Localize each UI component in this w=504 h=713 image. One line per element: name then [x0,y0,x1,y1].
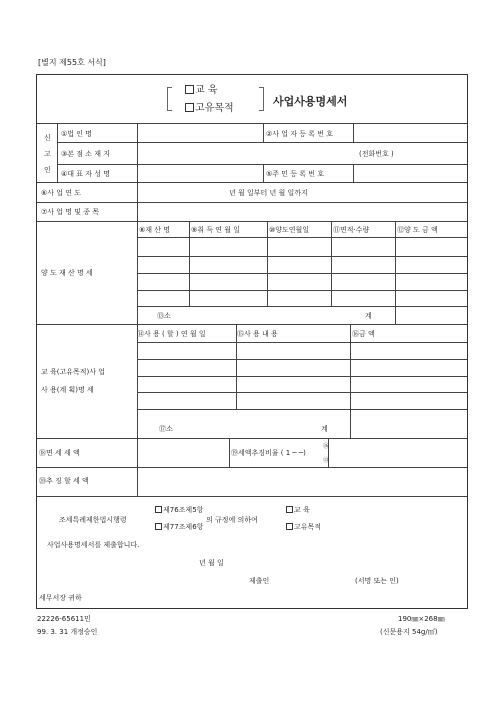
rule [137,273,467,274]
rule [331,221,332,306]
purpose-option-own: 고유목적 [286,522,321,532]
title-option-own-purpose: 고유목적 [185,99,234,114]
rule [37,324,467,325]
business-year-label: ⑥사 업 연 도 [41,189,81,197]
rule [395,221,396,324]
transfer-header-asset: ⑧재 산 명 [139,226,171,234]
rule [353,123,354,142]
footer-size: 190㎜×268㎜ [398,615,445,623]
signature-label: (서명 또는 인) [355,577,399,585]
rule [57,164,467,165]
law-prefix: 조세특례제한법시행령 [59,516,127,524]
transfer-header-area: ⑪면적·수량 [333,226,370,234]
rule [137,256,467,257]
tax-exempt-label: ⑱면 세 세 액 [39,449,80,457]
rule [353,164,354,182]
usage-section-label-2: 사 용(계 획)명 세 [41,386,94,394]
corp-name-label: ①법 인 명 [61,130,93,138]
applicant-label-3: 인 [44,166,51,174]
rule [263,164,264,182]
rule [137,306,467,307]
business-year-value: 년 월 일부터 년 월 일까지 [229,189,308,197]
checkbox-icon[interactable] [155,523,162,530]
rule [37,123,467,124]
transfer-header-amount: ⑫양 도 금 액 [397,226,438,234]
article-option-1: 제76조제5항 [155,505,203,515]
title-bracket-left [167,87,172,111]
tax-collect-label: ⑳추 징 할 세 액 [39,477,89,485]
form-title: 사업사용명세서 [273,95,348,108]
rule [137,409,467,410]
tax-rate-label: ⑲세액추징비율 ( 1 ─ ─) [231,449,306,457]
usage-subtotal-label: ⑰소 [159,425,173,433]
business-type-label: ⑦사 업 명 및 종 목 [41,208,99,216]
rule [37,467,467,468]
footer-paper: (신문용지 54g/㎡) [380,628,438,636]
checkbox-icon[interactable] [185,85,194,94]
transfer-header-transfer-date: ⑩양도연월일 [269,226,310,234]
checkbox-icon[interactable] [155,506,162,513]
title-option-education: 교 육 [185,81,218,96]
footer-approval: 99. 3. 31 개정승인 [37,628,98,636]
transfer-section-label: 양 도 재 산 명 세 [41,269,93,277]
phone-label: (전화번호 ) [359,150,394,158]
rule [137,290,467,291]
usage-header-content: ⑮사 용 내 용 [237,330,278,338]
head-office-label: ③본 점 소 재 지 [61,150,110,158]
checkbox-icon[interactable] [286,523,293,530]
regulation-text: 의 규정에 의하여 [206,516,258,524]
checkbox-icon[interactable] [185,103,194,112]
applicant-label-2: 고 [44,150,51,158]
rule [137,359,467,360]
transfer-total-label: 계 [365,312,372,320]
usage-section-label-1: 교 육(고유목적)사 업 [41,368,106,376]
footer-code: 22226-65611민 [37,615,91,623]
rule [137,123,138,496]
usage-total-label: 계 [321,425,328,433]
applicant-label-1: 신 [44,134,51,142]
rule [57,142,467,143]
transfer-subtotal-label: ⑬소 [157,312,171,320]
rule [137,376,467,377]
tax-rate-denominator: ⑬ [323,457,330,464]
usage-statement-form [36,74,468,609]
rule [37,221,467,222]
submission-date: 년 월 일 [199,559,224,567]
business-reg-label: ②사 업 자 등 록 번 호 [266,130,333,138]
rule [137,237,467,238]
rule [137,342,467,343]
rule [37,202,467,203]
transfer-header-acquired: ⑨취 득 연 월 일 [191,226,240,234]
usage-header-amount: ⑯금 액 [352,330,375,338]
title-bracket-right [259,87,264,111]
rule [37,438,467,439]
rule [229,438,230,467]
rule [37,496,467,497]
submitter-label: 제출인 [249,577,270,585]
checkbox-icon[interactable] [286,506,293,513]
form-number: [별지 제55호 서식] [38,58,106,67]
rule [267,221,268,306]
rule [57,123,58,182]
rule [263,123,264,142]
usage-header-date: ⑭사 용 ( 할 ) 연 월 일 [137,330,206,338]
rule [137,392,467,393]
article-option-2: 제77조제6항 [155,522,203,532]
tax-rate-numerator: ⑯ [323,443,330,450]
rule [189,221,190,306]
purpose-option-education: 교 육 [286,505,310,515]
representative-label: ④대 표 자 성 명 [61,170,110,178]
addressee: 세무서장 귀하 [39,594,82,602]
rule [37,182,467,183]
submit-statement: 사업사용명세서를 제출합니다. [47,541,140,549]
resident-reg-label: ⑤주 민 등 록 번 호 [266,170,324,178]
rule [350,324,351,438]
